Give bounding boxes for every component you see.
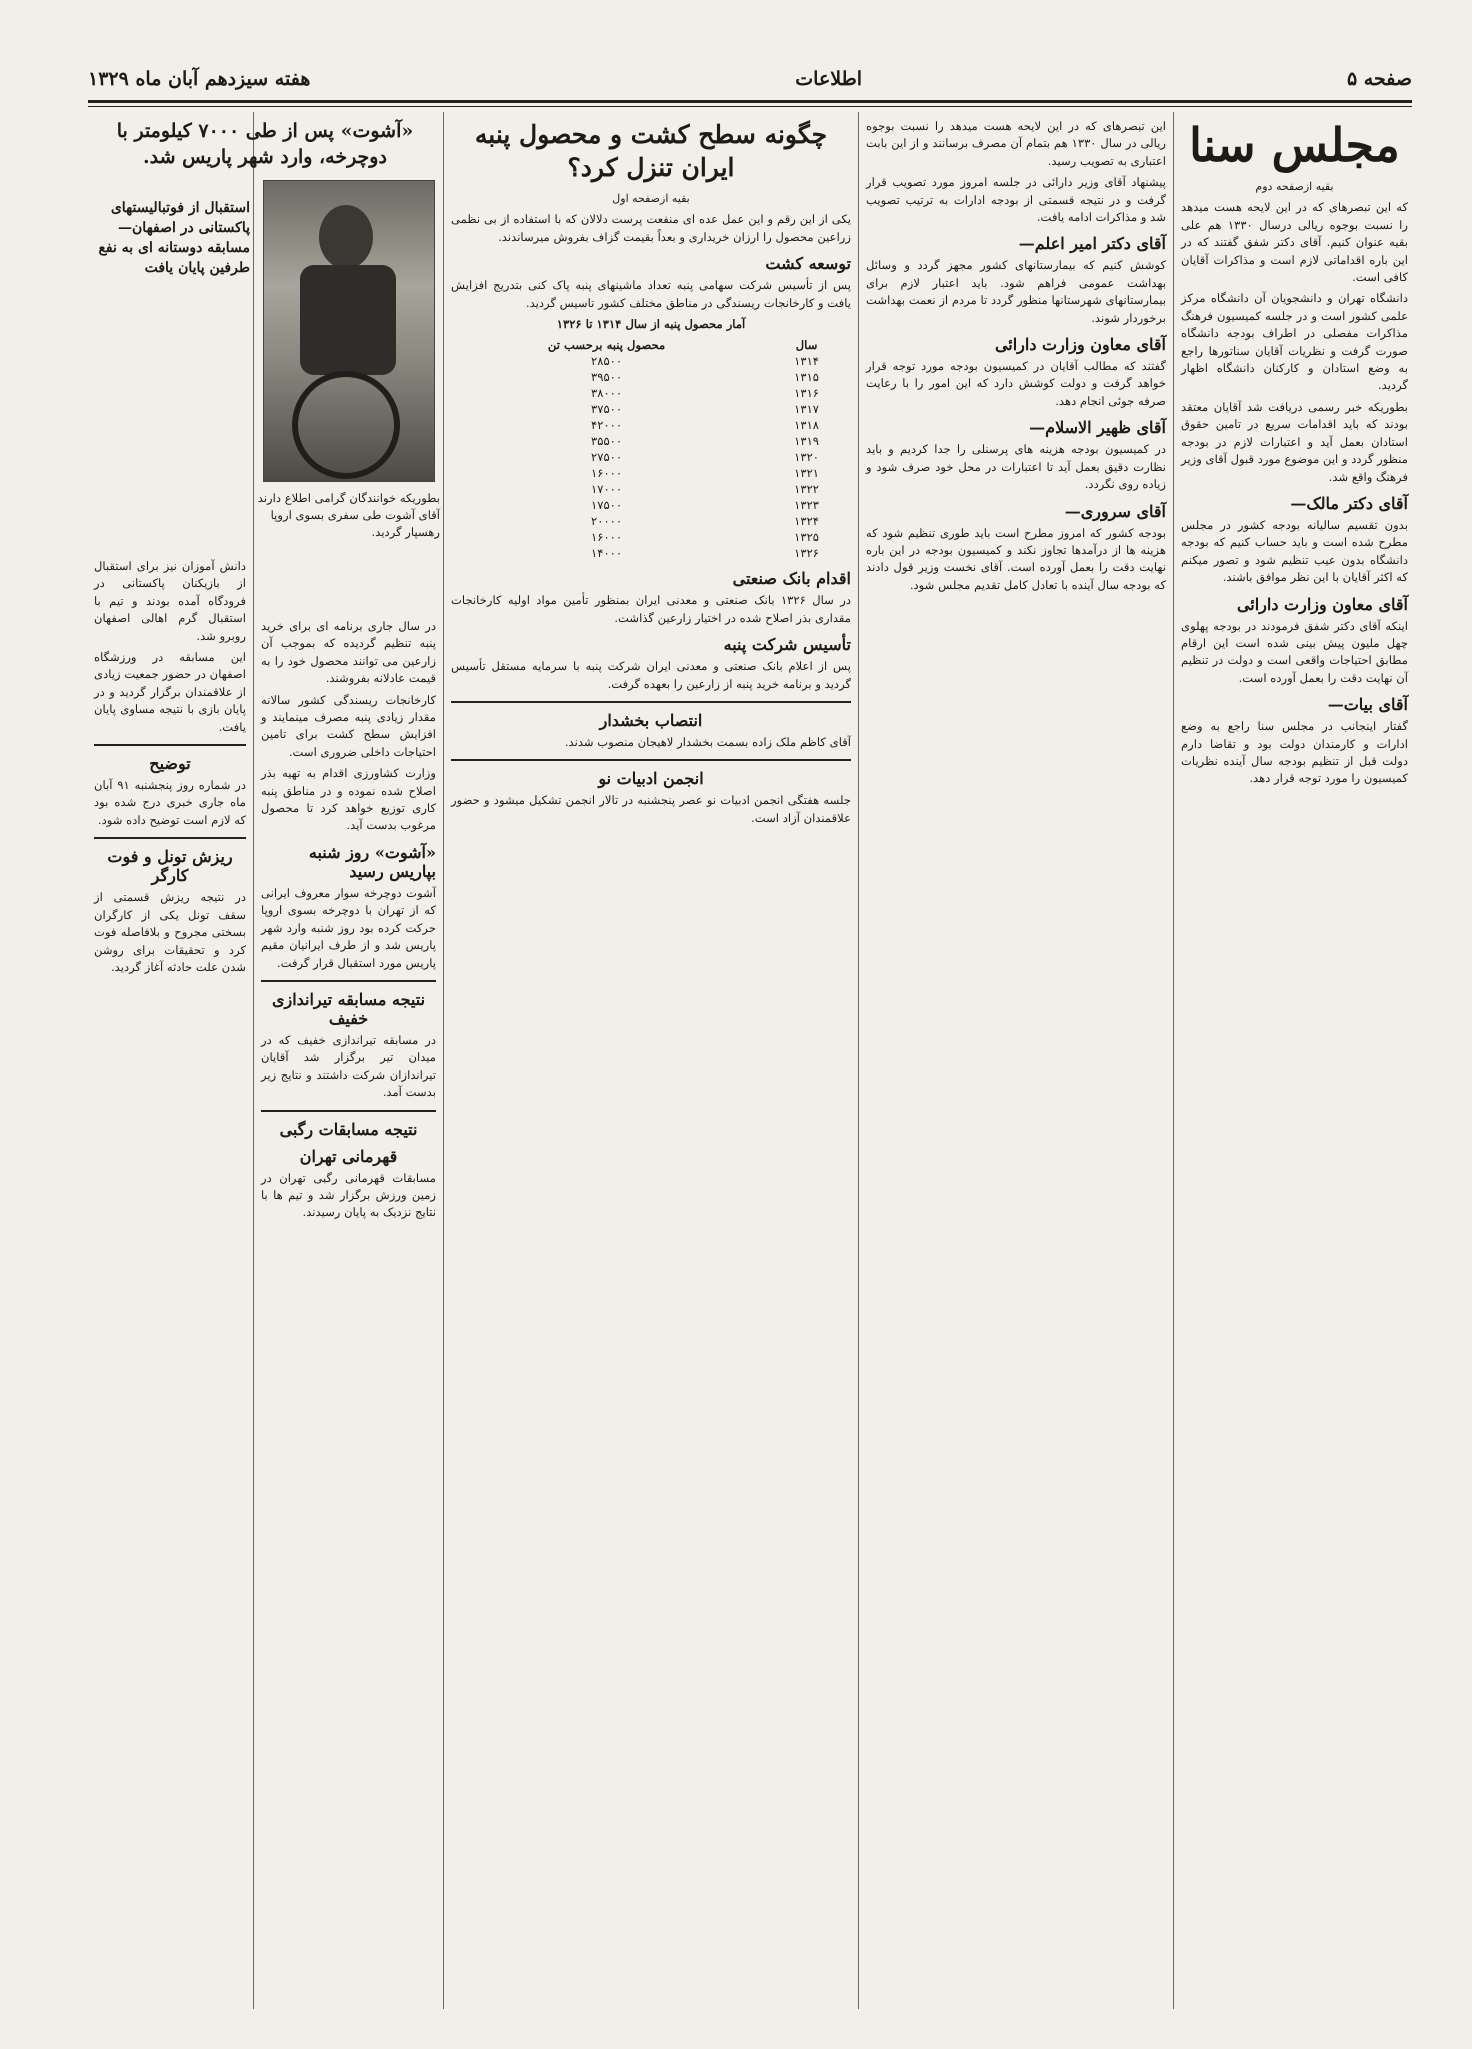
- photo-figure-body: [300, 265, 396, 375]
- column-cotton: [447, 118, 855, 2018]
- paragraph: بدون تقسیم سالیانه بودجه کشور در مجلس مطرح شده است و باید حساب کنیم که بودجه دانشگاه بدون عیب تنظیم شود و تصور میکنم که اکثر آقایان با این نظر موافق باشند.: [1181, 517, 1408, 585]
- table-cell: ۱۶۰۰۰: [591, 466, 623, 481]
- paragraph: در مسابقه تیراندازی خفیف که در میدان تیر برگزار شد آقایان تیراندازان شرکت داشتند و نتایج زیر بدست آمد.: [261, 1032, 436, 1100]
- paragraph: در شماره روز پنجشنبه ۹۱ آبان ماه جاری خبری درج شده بود که لازم است توضیح داده شود.: [94, 778, 246, 827]
- paragraph: آقای کاظم ملک زاده بسمت بخشدار لاهیجان منصوب شدند.: [564, 735, 851, 750]
- table-row: [451, 417, 851, 433]
- photo-caption: بطوریکه خوانندگان گرامی اطلاع دارند آقای آشوت طی سفری بسوی اروپا رهسپار گردید.: [257, 491, 440, 539]
- continued-note: بقیه ازصفحه دوم: [1255, 180, 1334, 193]
- table-cell: ۱۳۱۶: [794, 386, 820, 401]
- subheading: توسعه کشت: [765, 254, 851, 274]
- paragraph: آشوت دوچرخه سوار معروف ایرانی که از تهران با دوچرخه بسوی اروپا حرکت کرده بود روز شنبه وارد شهر پاریس شد و از طرف ایرانیان مقیم پاریس مورد استقبال قرار گرفت.: [261, 885, 436, 970]
- paragraph: دانش آموزان نیز برای استقبال از بازیکنان پاکستانی در فرودگاه آمده بودند و تیم با استقبال گرم اهالی اصفهان روبرو شد.: [94, 559, 246, 643]
- table-cell: ۱۳۱۹: [794, 434, 820, 449]
- table-cell: ۲۸۵۰۰: [591, 354, 623, 369]
- table-row: [451, 545, 851, 561]
- table-cell: ۱۶۰۰۰: [591, 530, 623, 545]
- table-row: [451, 497, 851, 513]
- table-cell: ۱۳۱۵: [794, 370, 820, 385]
- subheading: «آشوت» روز شنبه بپاریس رسید: [308, 842, 436, 881]
- headline-senate: مجلس سنا: [1189, 118, 1400, 172]
- paragraph: در سال ۱۳۲۶ بانک صنعتی و معدنی ایران بمنظور تأمین مواد اولیه کارخانجات مقداری بذر اصلاح شده در اختیار زارعین گذاشت.: [451, 593, 851, 625]
- table-row: [451, 433, 851, 449]
- subheading: انجمن ادبیات نو: [598, 769, 704, 789]
- table-cell: ۴۲۰۰۰: [591, 418, 623, 433]
- table-row: [451, 513, 851, 529]
- paragraph: در کمیسیون بودجه هزینه های پرسنلی را جدا کردیم و باید نظارت دقیق بعمل آید تا اعتبارات در محل خود صرف شود و زیاده روی نگردد.: [866, 442, 1166, 492]
- subheading: آقای بیات—: [1327, 695, 1408, 715]
- subheading: آقای ظهیر الاسلام—: [1029, 418, 1166, 438]
- table-row: [451, 481, 851, 497]
- table-cell: ۱۴۰۰۰: [591, 546, 623, 561]
- table-cell: ۲۰۰۰۰: [591, 514, 623, 529]
- headline-cotton: چگونه سطح کشت و محصول پنبه ایران تنزل کرد؟: [474, 120, 828, 182]
- column-senate-continued: [862, 118, 1170, 2018]
- table-cell: ۱۳۲۳: [794, 498, 820, 513]
- subheading: آقای دکتر مالک—: [1290, 493, 1408, 513]
- subheading: آقای سروری—: [1064, 501, 1166, 521]
- issue-date: هفته سیزدهم آبان ماه ۱۳۲۹: [88, 68, 311, 90]
- subheading: ریزش تونل و فوت کارگر: [107, 847, 233, 886]
- subheading: توضیح: [149, 754, 191, 774]
- paragraph: گفتند که مطالب آقایان در کمیسیون بودجه مورد توجه قرار خواهد گرفت و دولت کوشش دارد که این امور را با رعایت صرفه جوئی انجام دهد.: [866, 359, 1166, 408]
- table-header-row: [451, 337, 851, 353]
- subheading: آقای معاون وزارت دارائی: [1236, 594, 1408, 614]
- paragraph: این مسابقه در ورزشگاه اصفهان در حضور جمعیت زیادی از علاقمندان برگزار گردید و در پایان بازی با نتیجه مساوی پایان یافت.: [94, 650, 246, 734]
- paragraph: بطوریکه خبر رسمی دریافت شد آقایان معتقد بودند که باید اقدامات سریع در تامین حقوق استادان بعمل آید و اعتبارات لازم در بودجه منظور گردد و این موضوع مورد قبول آقای وزیر فرهنگ واقع شد.: [1181, 399, 1408, 484]
- paragraph: جلسه هفتگی انجمن ادبیات نو عصر پنجشنبه در تالار انجمن تشکیل میشود و حضور علاقمندان آزاد است.: [451, 793, 851, 825]
- headline-ashot: «آشوت» پس از طی ۷۰۰۰ کیلومتر با دوچرخه، وارد شهر پاریس شد.: [116, 120, 414, 168]
- cyclist-photo: [263, 180, 435, 482]
- paragraph: در نتیجه ریزش قسمتی از سقف تونل یکی از کارگران بسختی مجروح و بلافاصله فوت کرد و تحقیقات برای روشن شدن علت حادثه آغاز گردید.: [94, 890, 246, 974]
- divider: [451, 701, 851, 703]
- subheading: تأسیس شرکت پنبه: [723, 635, 851, 655]
- masthead: [88, 62, 1412, 96]
- paragraph: پیشنهاد آقای وزیر دارائی در جلسه امروز مورد تصویب قرار گرفت و در نتیجه قسمتی از بودجه ادارات به ترتیب تصویب شد و مذاکرات ادامه یافت.: [866, 175, 1166, 225]
- table-cell: ۱۳۲۲: [794, 482, 820, 497]
- ashot-story-header: [90, 118, 440, 176]
- paragraph: یکی از این رقم و این عمل عده ای منفعت پرست دلالان که با استفاده از بی نظمی زراعین محصول را ارزان خریداری و بعداً بقیمت گزاف بفروش میرساندند.: [451, 212, 851, 244]
- table-cell: ۱۳۱۸: [794, 418, 820, 433]
- divider: [94, 744, 246, 746]
- paragraph: دانشگاه تهران و دانشجویان آن دانشگاه مرکز علمی کشور است و در جلسه کمیسیون فرهنگ مذاکرات مفصلی در اطراف بودجه دانشگاه صورت گرفت و نظریات آقایان سناتورها راجع به وضع استادان و کارکنان دانشگاه اظهار گردید.: [1181, 291, 1408, 393]
- paragraph: پس از اعلام بانک صنعتی و معدنی ایران شرکت پنبه با سرمایه مستقل تأسیس گردید و برنامه خرید پنبه از زارعین را بعهده گرفت.: [451, 659, 851, 691]
- table-row: [451, 369, 851, 385]
- divider: [94, 837, 246, 839]
- paragraph: مسابقات قهرمانی رگبی تهران در زمین ورزش برگزار شد و تیم ها با نتایج نزدیک به پایان رسیدند.: [261, 1170, 436, 1220]
- table-cell: ۱۳۲۵: [794, 530, 820, 545]
- table-cell: ۱۳۱۴: [794, 354, 820, 369]
- paragraph: بودجه کشور که امروز مطرح است باید طوری تنظیم شود که هزینه ها از درآمدها تجاوز نکند و کمیسیون بودجه در این باره نهایت دقت را بعمل آورده است. آقای نخست وزیر قول دادند که بودجه سال آینده با تعادل کامل تقدیم مجلس شود.: [866, 525, 1166, 592]
- table-cell: محصول پنبه برحسب تن: [547, 338, 666, 353]
- column-divider: [443, 112, 444, 2009]
- table-cell: ۱۷۵۰۰: [591, 498, 623, 513]
- subheading: قهرمانی تهران: [299, 1146, 398, 1166]
- cotton-production-table: [451, 337, 851, 561]
- subheading: نتیجه مسابقه تیراندازی خفیف: [271, 989, 426, 1028]
- table-row: [451, 385, 851, 401]
- subheading: آقای دکتر امیر اعلم—: [1018, 234, 1166, 254]
- table-row: [451, 465, 851, 481]
- paragraph: پس از تأسیس شرکت سهامی پنبه تعداد ماشینهای پنبه پاک کنی بتدریج افزایش یافت و کارخانجات ریسندگی در مناطق مختلف کشور تاسیس گردید.: [451, 278, 851, 310]
- page-number: صفحه ۵: [1346, 68, 1412, 90]
- table-cell: ۲۷۵۰۰: [591, 450, 623, 465]
- divider: [261, 1110, 436, 1112]
- table-cell: ۱۷۰۰۰: [591, 482, 623, 497]
- pakistan-football-header: [90, 190, 250, 282]
- table-cell: ۱۳۲۱: [794, 466, 820, 481]
- continued-note: بقیه ازصفحه اول: [612, 192, 690, 205]
- divider: [451, 759, 851, 761]
- masthead-rule: [88, 100, 1412, 103]
- paragraph: که این تبصرهای که در این لایحه هست میدهد را نسبت بوجوه ریالی درسال ۱۳۳۰ هم علی بقیه عنوان کنیم. آقای دکتر شفق گفتند که در این باره اقداماتی لازم است و مذاکرات آقایان کافی است.: [1181, 200, 1408, 285]
- photo-figure-head: [319, 205, 373, 269]
- paragraph: در سال جاری برنامه ای برای خرید پنبه تنظیم گردیده که بموجب آن زارعین می توانند محصول خود را به قیمت عادلانه بفروشند.: [261, 619, 436, 686]
- table-cell: سال: [795, 338, 818, 353]
- table-cell: ۳۹۵۰۰: [591, 370, 623, 385]
- table-row: [451, 353, 851, 369]
- paragraph: گفتار اینجانب در مجلس سنا راجع به وضع ادارات و کارمندان دولت بود و تقاضا دارم دولت قبل از تنظیم بودجه سال آینده نظریات کمیسیون را مورد توجه قرار دهد.: [1181, 719, 1408, 786]
- subheading: انتصاب بخشدار: [599, 711, 703, 731]
- paragraph: این تبصرهای که در این لایحه هست میدهد را نسبت بوجوه ریالی در سال ۱۳۳۰ هم بتمام آن مصرف برسانند و از این بابت اعتباری به تصویب رسید.: [866, 119, 1167, 168]
- photo-bicycle-wheel: [292, 371, 400, 479]
- subheading: استقبال از فوتبالیستهای پاکستانی در اصفهان— مسابقه دوستانه ای به نفع طرفین پایان یافت: [98, 200, 250, 276]
- subheading: نتیجه مسابقات رگبی: [279, 1119, 418, 1139]
- table-row: [451, 449, 851, 465]
- column-divider: [1173, 112, 1174, 2009]
- table-cell: ۳۵۵۰۰: [591, 434, 623, 449]
- divider: [261, 980, 436, 982]
- table-cell: ۱۳۲۰: [794, 450, 820, 465]
- column-divider: [858, 112, 859, 2009]
- ashot-photo-block: [257, 180, 440, 541]
- newspaper-name: اطلاعات: [795, 68, 863, 90]
- paragraph: اینکه آقای دکتر شفق فرمودند در بودجه پهلوی چهل ملیون پیش بینی شده است این ارقام مطابق احتیاجات واقعی است و دولت در تنظیم آن نهایت دقت را بعمل آورده است.: [1181, 618, 1408, 685]
- table-cell: ۳۷۵۰۰: [591, 402, 623, 417]
- subheading: آقای معاون وزارت دارائی: [994, 335, 1166, 355]
- column-senate: [1177, 118, 1412, 2018]
- paragraph: کوشش کنیم که بیمارستانهای کشور مجهز گردد و وسائل بهداشت عمومی فراهم شود. باید اعتبار لازم برای بیمارستانهای شهرستانها منظور گردد تا مردم از نعمت بهداشت برخوردار شوند.: [866, 258, 1166, 325]
- table-cell: ۱۳۲۶: [794, 546, 820, 561]
- paragraph: وزارت کشاورزی اقدام به تهیه بذر اصلاح شده نموده و در مناطق پنبه کاری توزیع خواهد کرد تا محصول مرغوب بدست آید.: [261, 766, 436, 833]
- table-cell: ۳۸۰۰۰: [591, 386, 623, 401]
- table-title: آمار محصول پنبه از سال ۱۳۱۴ تا ۱۳۲۶: [556, 317, 746, 332]
- column-divider: [253, 112, 254, 2009]
- paragraph: کارخانجات ریسندگی کشور سالانه مقدار زیادی پنبه مصرف مینمایند و افزایش سطح کشت برای تامین احتیاجات داخلی ضروری است.: [261, 692, 436, 759]
- table-row: [451, 401, 851, 417]
- table-cell: ۱۳۱۷: [794, 402, 820, 417]
- column-sports-left: [90, 118, 250, 2018]
- table-cell: ۱۳۲۴: [794, 514, 820, 529]
- subheading: اقدام بانک صنعتی: [732, 569, 851, 589]
- table-row: [451, 529, 851, 545]
- masthead-rule-thin: [88, 106, 1412, 107]
